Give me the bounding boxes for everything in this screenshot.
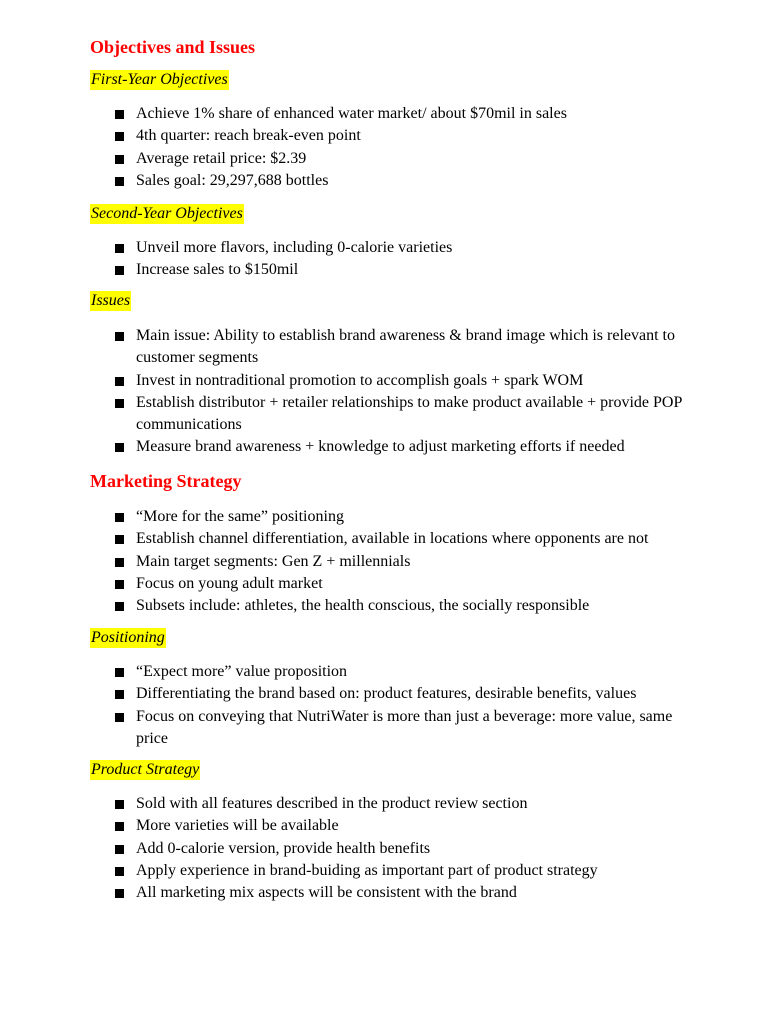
- square-bullet-icon: [115, 690, 124, 699]
- square-bullet-icon: [115, 602, 124, 611]
- list-item: [0, 683, 768, 705]
- list-item: [0, 506, 768, 528]
- square-bullet-icon: [115, 244, 124, 253]
- list-item-text: Establish channel differentiation, available in locations where opponents are not: [136, 530, 649, 548]
- square-bullet-icon: [115, 377, 124, 386]
- list-item: [0, 882, 768, 904]
- list-item: [0, 573, 768, 595]
- list-item-text: All marketing mix aspects will be consistent with the brand: [136, 884, 517, 902]
- list-item-text: Invest in nontraditional promotion to accomplish goals + spark WOM: [136, 371, 584, 389]
- list-item: [0, 860, 768, 882]
- list-item-text: Achieve 1% share of enhanced water market/ about $70mil in sales: [136, 105, 567, 122]
- subheading: Positioning: [91, 629, 165, 646]
- list-item: [0, 370, 768, 392]
- bullet-list: [0, 793, 768, 904]
- square-bullet-icon: [115, 332, 124, 341]
- bullet-list: [0, 325, 768, 459]
- list-item-text: “More for the same” positioning: [136, 508, 344, 525]
- square-bullet-icon: [115, 155, 124, 164]
- list-item-text: “Expect more” value proposition: [136, 663, 348, 680]
- list-item-text: Establish distributor + retailer relationships to make product available + provide POP communications: [136, 393, 682, 434]
- subheading: Second-Year Objectives: [91, 205, 243, 222]
- section-heading: Objectives and Issues: [90, 37, 256, 57]
- bullet-list: [0, 661, 768, 750]
- list-item-text: Measure brand awareness + knowledge to adjust marketing efforts if needed: [136, 438, 625, 456]
- list-item: [0, 170, 768, 192]
- list-item-text: Apply experience in brand-buiding as important part of product strategy: [136, 861, 598, 879]
- list-item: [0, 392, 768, 437]
- list-item-text: Increase sales to $150mil: [136, 261, 299, 279]
- list-item-text: Sales goal: 29,297,688 bottles: [136, 171, 329, 189]
- square-bullet-icon: [115, 110, 124, 119]
- square-bullet-icon: [115, 443, 124, 452]
- list-item-text: 4th quarter: reach break-even point: [136, 127, 361, 145]
- square-bullet-icon: [115, 513, 124, 522]
- square-bullet-icon: [115, 800, 124, 809]
- list-item: [0, 793, 768, 815]
- list-item-text: Subsets include: athletes, the health conscious, the socially responsible: [136, 597, 590, 615]
- list-item: [0, 815, 768, 837]
- list-item: [0, 103, 768, 125]
- list-item-text: Focus on conveying that NutriWater is more than just a beverage: more value, same price: [136, 707, 673, 747]
- square-bullet-icon: [115, 822, 124, 831]
- square-bullet-icon: [115, 132, 124, 141]
- list-item: [0, 259, 768, 281]
- list-item: [0, 528, 768, 550]
- list-item-text: Main issue: Ability to establish brand awareness & brand image which is relevant to customer segments: [136, 327, 675, 367]
- square-bullet-icon: [115, 266, 124, 275]
- square-bullet-icon: [115, 867, 124, 876]
- list-item: [0, 551, 768, 573]
- list-item-text: Add 0-calorie version, provide health benefits: [136, 839, 431, 857]
- list-item: [0, 148, 768, 170]
- list-item: [0, 661, 768, 683]
- square-bullet-icon: [115, 713, 124, 722]
- list-item: [0, 125, 768, 147]
- bullet-list: [0, 103, 768, 192]
- list-item: [0, 706, 768, 751]
- subheading: First-Year Objectives: [91, 71, 228, 88]
- subheading: Product Strategy: [91, 761, 200, 778]
- list-item-text: Differentiating the brand based on: product features, desirable benefits, values: [136, 685, 637, 703]
- square-bullet-icon: [115, 889, 124, 898]
- square-bullet-icon: [115, 845, 124, 854]
- square-bullet-icon: [115, 668, 124, 677]
- square-bullet-icon: [115, 399, 124, 408]
- square-bullet-icon: [115, 558, 124, 567]
- list-item-text: Main target segments: Gen Z + millennials: [136, 552, 411, 570]
- list-item: [0, 595, 768, 617]
- list-item-text: Average retail price: $2.39: [136, 149, 307, 167]
- list-item-text: Unveil more flavors, including 0-calorie varieties: [136, 239, 453, 256]
- list-item: [0, 325, 768, 370]
- list-item-text: More varieties will be available: [136, 817, 339, 835]
- list-item-text: Sold with all features described in the product review section: [136, 795, 528, 812]
- list-item: [0, 237, 768, 259]
- list-item-text: Focus on young adult market: [136, 574, 323, 592]
- section-heading: Marketing Strategy: [90, 471, 242, 491]
- list-item: [0, 436, 768, 458]
- bullet-list: [0, 237, 768, 282]
- square-bullet-icon: [115, 177, 124, 186]
- subheading: Issues: [91, 292, 131, 309]
- bullet-list: [0, 506, 768, 617]
- square-bullet-icon: [115, 580, 124, 589]
- square-bullet-icon: [115, 535, 124, 544]
- list-item: [0, 838, 768, 860]
